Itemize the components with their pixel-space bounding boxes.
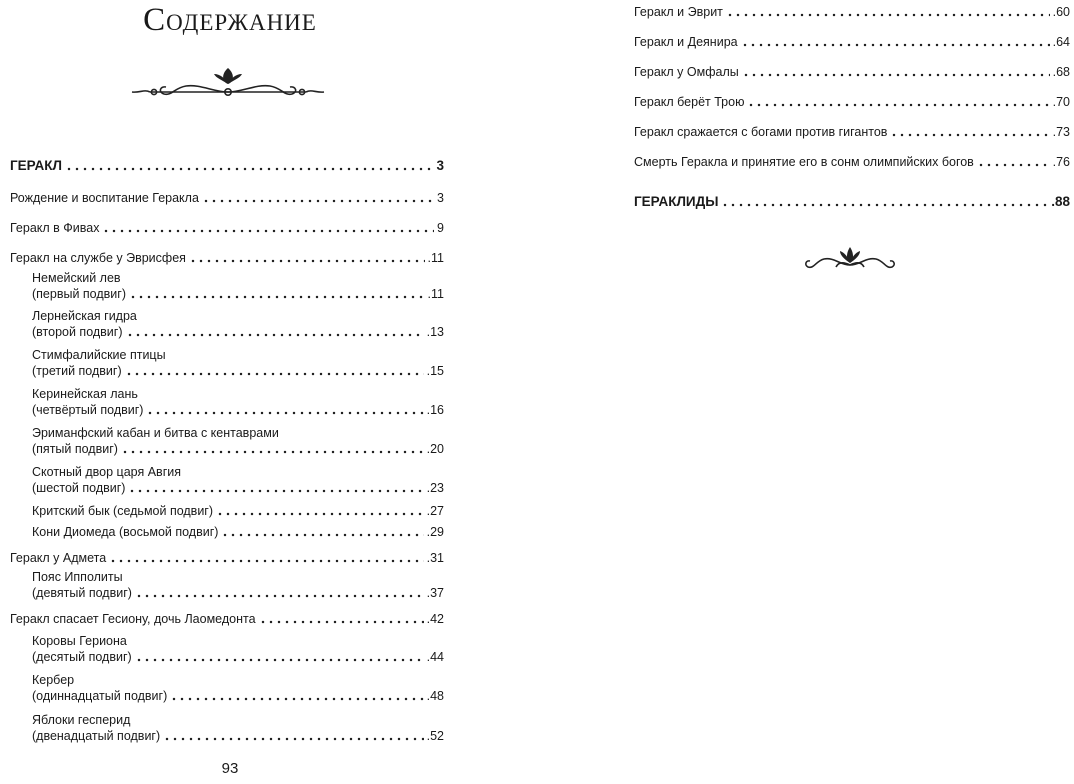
toc-entry-title: Коровы Гериона [32, 634, 127, 648]
dot-leader [977, 163, 1050, 167]
page-title: Содержание [143, 2, 317, 38]
toc-entry[interactable] [10, 347, 444, 379]
toc-page-number: .76 [1052, 155, 1070, 169]
toc-entry[interactable] [634, 94, 1070, 110]
toc-entry-title: ГЕРАКЛИДЫ [634, 194, 719, 209]
toc-page-number: .70 [1052, 95, 1070, 109]
dot-leader [109, 559, 423, 563]
toc-page-number: 3 [437, 191, 444, 205]
toc-page-number: 3 [436, 158, 444, 173]
toc-page-number: .16 [426, 403, 444, 417]
dot-leader [135, 658, 424, 662]
toc-page-number: .27 [426, 504, 444, 518]
toc-entry[interactable] [10, 524, 444, 540]
dot-leader [128, 489, 423, 493]
left-page [0, 0, 460, 784]
dot-leader [721, 203, 1048, 207]
toc-entry-subtitle: (пятый подвиг) [32, 442, 118, 456]
toc-page-number: .73 [1052, 125, 1070, 139]
flourish-ornament-icon [800, 243, 900, 273]
toc-entry[interactable] [10, 550, 444, 566]
toc-entry[interactable] [10, 569, 444, 601]
dot-leader [726, 13, 1050, 17]
toc-page-number: .42 [426, 612, 444, 626]
toc-entry-subtitle: (десятый подвиг) [32, 650, 132, 664]
dot-leader [221, 533, 423, 537]
toc-entry[interactable] [10, 712, 444, 744]
dot-leader [129, 295, 425, 299]
toc-entry[interactable] [10, 220, 444, 236]
toc-page-number: .29 [426, 525, 444, 539]
toc-entry-title: Геракл на службе у Эврисфея [10, 251, 186, 265]
toc-entry-title: Смерть Геракла и принятие его в сонм олимпийских богов [634, 155, 974, 169]
toc-page-number: .37 [426, 586, 444, 600]
toc-entry-title: Керинейская лань [32, 387, 138, 401]
toc-page-number: .52 [426, 729, 444, 743]
toc-entry-title: Немейский лев [32, 271, 121, 285]
dot-leader [189, 259, 425, 263]
toc-entry-subtitle: (шестой подвиг) [32, 481, 126, 495]
toc-entry-title: ГЕРАКЛ [10, 158, 62, 173]
dot-leader [742, 73, 1050, 77]
dot-leader [890, 133, 1049, 137]
toc-page-number: .31 [426, 551, 444, 565]
toc-entry[interactable] [10, 250, 444, 266]
dot-leader [121, 450, 424, 454]
toc-entry-subtitle: (второй подвиг) [32, 325, 123, 339]
toc-page-number: 9 [437, 221, 444, 235]
toc-page-number: .64 [1052, 35, 1070, 49]
toc-entry[interactable] [634, 34, 1070, 50]
toc-entry-subtitle: (четвёртый подвиг) [32, 403, 144, 417]
toc-page-number: .60 [1052, 5, 1070, 19]
toc-entry-title: Пояс Ипполиты [32, 570, 123, 584]
dot-leader [170, 697, 423, 701]
toc-entry-title: Геракл и Деянира [634, 35, 738, 49]
toc-entry[interactable] [10, 190, 444, 206]
flourish-ornament-icon [130, 62, 326, 102]
toc-entry[interactable] [10, 611, 444, 627]
toc-entry[interactable] [634, 124, 1070, 140]
toc-entry-title: Кербер [32, 673, 75, 687]
toc-page-number: .11 [427, 287, 444, 301]
toc-entry-title: Геракл спасает Гесиону, дочь Лаомедонта [10, 612, 256, 626]
page-number: 93 [221, 760, 239, 777]
toc-entry[interactable] [10, 464, 444, 496]
dot-leader [202, 199, 434, 203]
dot-leader [741, 43, 1050, 47]
toc-entry-title: Лернейская гидра [32, 309, 137, 323]
toc-entry-title: Геракл у Омфалы [634, 65, 739, 79]
toc-entry-title: Геракл берёт Трою [634, 95, 745, 109]
toc-entry[interactable] [10, 633, 444, 665]
dot-leader [259, 620, 424, 624]
dot-leader [102, 229, 434, 233]
toc-entry-title: Скотный двор царя Авгия [32, 465, 182, 479]
toc-page-number: .20 [426, 442, 444, 456]
toc-entry-title: Геракл у Адмета [10, 551, 107, 565]
right-page [622, 0, 1074, 784]
toc-page-number: .11 [427, 251, 444, 265]
toc-entry-subtitle: (двенадцатый подвиг) [32, 729, 161, 743]
toc-entry-title: Яблоки гесперид [32, 713, 131, 727]
toc-page-number: .68 [1052, 65, 1070, 79]
dot-leader [216, 512, 424, 516]
toc-entry[interactable] [634, 64, 1070, 80]
toc-entry[interactable] [634, 4, 1070, 20]
toc-entry-title: Стимфалийские птицы [32, 348, 166, 362]
toc-page-number: .44 [426, 650, 444, 664]
toc-entry[interactable] [10, 503, 444, 519]
toc-entry-title: Геракл в Фивах [10, 221, 100, 235]
toc-entry[interactable] [10, 672, 444, 704]
toc-entry-subtitle: (одиннадцатый подвиг) [32, 689, 168, 703]
toc-page-number: .23 [426, 481, 444, 495]
dot-leader [146, 411, 423, 415]
toc-entry-title: Эриманфский кабан и битва с кентаврами [32, 426, 279, 440]
toc-entry-title: Рождение и воспитание Геракла [10, 191, 199, 205]
toc-entry-subtitle: (девятый подвиг) [32, 586, 132, 600]
toc-entry[interactable] [10, 425, 444, 457]
toc-page-number: .88 [1051, 194, 1070, 209]
toc-entry-subtitle: (третий подвиг) [32, 364, 122, 378]
toc-entry[interactable] [10, 308, 444, 340]
toc-entry-subtitle: (первый подвиг) [32, 287, 127, 301]
dot-leader [163, 737, 423, 741]
dot-leader [126, 333, 424, 337]
toc-entry[interactable] [10, 270, 444, 302]
toc-entry-title: Критский бык (седьмой подвиг) [32, 504, 214, 518]
toc-entry[interactable] [10, 158, 444, 174]
dot-leader [125, 372, 424, 376]
toc-entry-title: Геракл и Эврит [634, 5, 723, 19]
toc-entry-title: Геракл сражается с богами против гигантов [634, 125, 888, 139]
toc-page-number: .13 [426, 325, 444, 339]
toc-page-number: .15 [426, 364, 444, 378]
dot-leader [65, 167, 434, 171]
toc-entry-title: Кони Диомеда (восьмой подвиг) [32, 525, 219, 539]
dot-leader [747, 103, 1049, 107]
toc-entry[interactable] [634, 154, 1070, 170]
toc-page-number: .48 [426, 689, 444, 703]
toc-entry[interactable] [10, 386, 444, 418]
toc-entry[interactable] [634, 194, 1070, 210]
dot-leader [135, 594, 424, 598]
